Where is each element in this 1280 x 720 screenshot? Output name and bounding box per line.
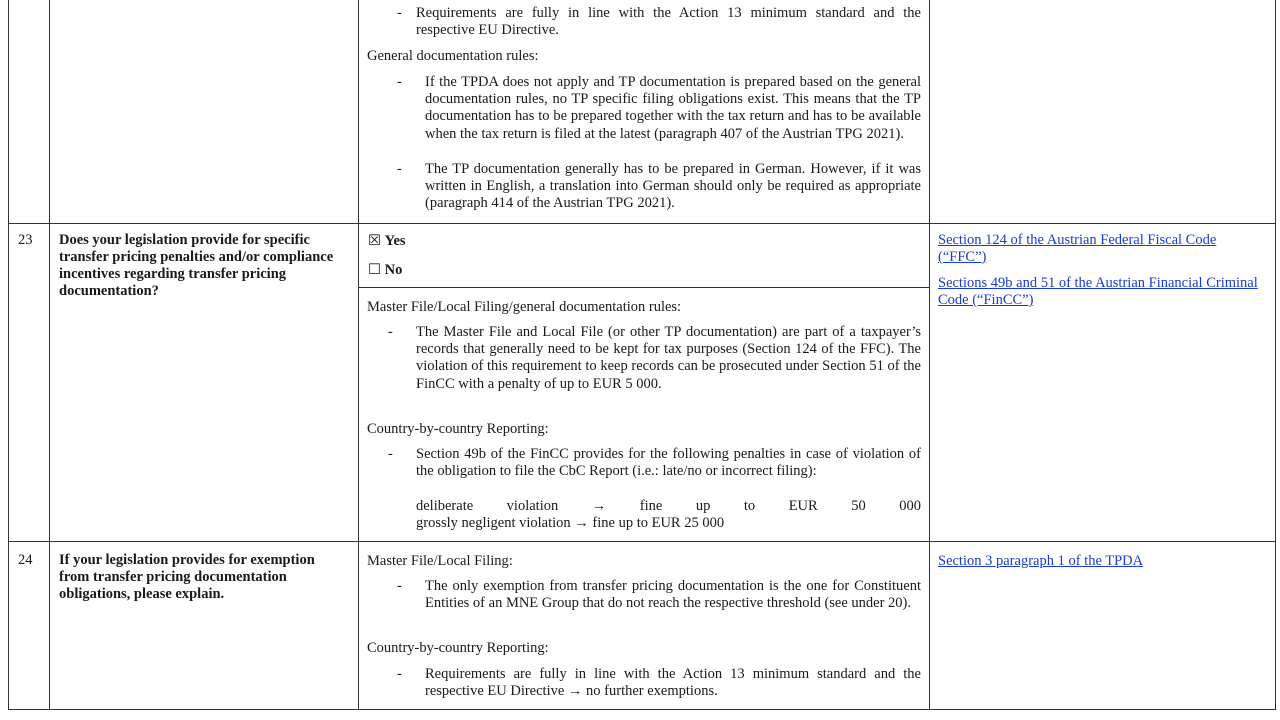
bullet-marker: -	[397, 578, 402, 594]
general-documentation-heading: General documentation rules:	[367, 48, 539, 64]
table-border-question-col	[358, 0, 359, 710]
cbc-heading-24: Country-by-country Reporting:	[367, 640, 549, 656]
row-number-24: 24	[18, 552, 33, 568]
row-divider-24	[8, 541, 1276, 542]
top-item-2: If the TPDA does not apply and TP documentation is prepared based on the general documentation rules, no TP specific filing obligations exist. This means that the TP documentation has to be prepared together with the tax return and has to be available when the tax return is filed at the latest (paragraph 407 of the Austrian TPG 2021).	[425, 74, 921, 142]
bullet-marker: -	[397, 161, 402, 177]
cbc-item-24: Requirements are fully in line with the Action 13 minimum standard and the respective EU Directive → no further exemptions.	[425, 666, 921, 700]
row-divider-yesno	[358, 287, 929, 288]
top-item-3: The TP documentation generally has to be prepared in German. However, if it was written in English, a translation into German should only be required as appropriate (paragraph 414 of the Austrian TPG 2021).	[425, 161, 921, 212]
question-24: If your legislation provides for exemption from transfer pricing documentation obligations, please explain.	[59, 552, 315, 602]
question-23: Does your legislation provide for specific transfer pricing penalties and/or compliance incentives regarding transfer pricing documentation?	[59, 232, 334, 299]
table-border-number-col	[49, 0, 50, 710]
checkbox-yes-label: Yes	[384, 233, 406, 249]
checkbox-yes[interactable]	[368, 233, 406, 250]
bullet-marker: -	[397, 5, 402, 21]
checkbox-no[interactable]	[368, 262, 402, 279]
bullet-marker: -	[388, 446, 393, 462]
cbc-heading-23: Country-by-country Reporting:	[367, 421, 549, 437]
top-item-1: Requirements are fully in line with the Action 13 minimum standard and the respective EU Directive.	[416, 5, 921, 39]
cbc-item-23: Section 49b of the FinCC provides for the following penalties in case of violation of the obligation to file the CbC Report (i.e.: late/no or incorrect filing):	[416, 446, 921, 480]
unchecked-box-icon: ☐	[368, 262, 381, 278]
penalty-negligent: grossly negligent violation → fine up to EUR 25 000	[416, 515, 725, 531]
link-ffc-section-124[interactable]: Section 124 of the Austrian Federal Fiscal Code (“FFC”)	[938, 232, 1217, 265]
checkbox-no-label: No	[384, 262, 403, 278]
link-fincc-sections[interactable]: Sections 49b and 51 of the Austrian Financial Criminal Code (“FinCC”)	[938, 275, 1258, 308]
table-border-left	[8, 0, 9, 710]
row-number-23: 23	[18, 232, 33, 248]
checked-box-icon: ☒	[368, 233, 381, 249]
master-file-item-23: The Master File and Local File (or other TP documentation) are part of a taxpayer’s records that generally need to be kept for tax purposes (Section 124 of the FFC). The violation of this requirement to keep records can be prosecuted under Section 51 of the FinCC with a penalty of up to EUR 5 000.	[416, 324, 921, 392]
penalty-deliberate: deliberate violation → fine up to EUR 50 000	[416, 498, 921, 514]
bullet-marker: -	[397, 74, 402, 90]
bullet-marker: -	[397, 666, 402, 682]
master-file-heading-24: Master File/Local Filing:	[367, 553, 513, 569]
table-border-bottom	[8, 709, 1276, 710]
bullet-marker: -	[388, 324, 393, 340]
master-file-heading-23: Master File/Local Filing/general documentation rules:	[367, 299, 682, 315]
row-divider-23	[8, 223, 1276, 224]
table-border-answer-col	[929, 0, 930, 710]
link-tpda-section-3[interactable]: Section 3 paragraph 1 of the TPDA	[938, 553, 1144, 569]
master-file-item-24: The only exemption from transfer pricing documentation is the one for Constituent Entities of an MNE Group that do not reach the respective threshold (see under 20).	[425, 578, 921, 612]
table-border-right	[1275, 0, 1276, 710]
